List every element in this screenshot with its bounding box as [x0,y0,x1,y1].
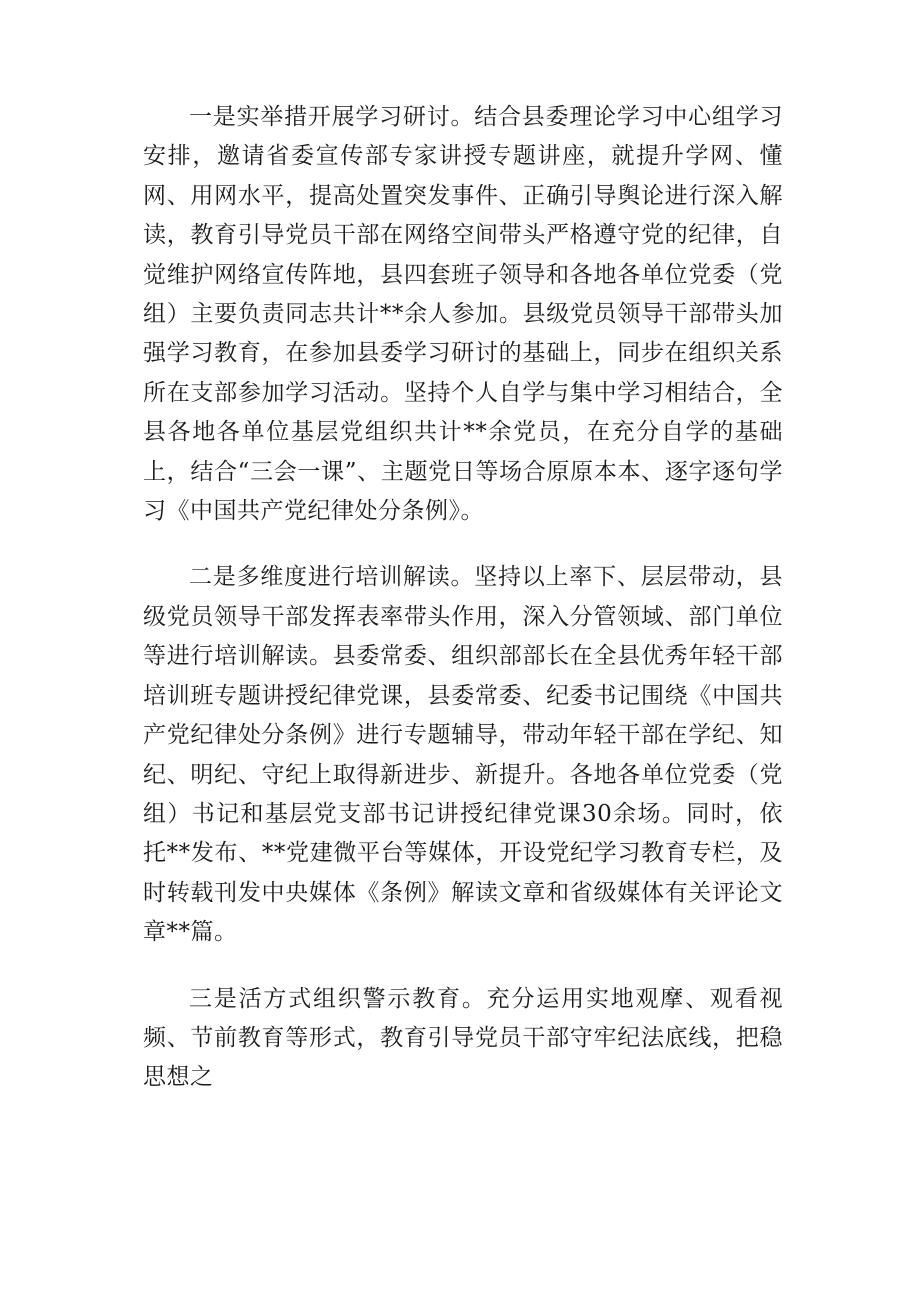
paragraph-warning-education: 三是活方式组织警示教育。充分运用实地观摩、观看视频、节前教育等形式，教育引导党员干部守牢纪法底线，把稳思想之 [143,985,783,1091]
paragraph-training-interpretation: 二是多维度进行培训解读。坚持以上率下、层层带动，县级党员领导干部发挥表率带头作用，深入分管领域、部门单位等进行培训解读。县委常委、组织部部长在全县优秀年轻干部培训班专题讲授纪律党课，县委常委、纪委书记围绕《中国共产党纪律处分条例》进行专题辅导，带动年轻干部在学纪、知纪、明纪、守纪上取得新进步、新提升。各地各单位党委（党组）书记和基层党支部书记讲授纪律党课30余场。同时，依托**发布、**党建微平台等媒体，开设党纪学习教育专栏，及时转载刊发中央媒体《条例》解读文章和省级媒体有关评论文章**篇。 [143,564,783,946]
paragraph-study-discussion: 一是实举措开展学习研讨。结合县委理论学习中心组学习安排，邀请省委宣传部专家讲授专题讲座，就提升学网、懂网、用网水平，提高处置突发事件、正确引导舆论进行深入解读，教育引导党员干部在网络空间带头严格遵守党的纪律，自觉维护网络宣传阵地，县四套班子领导和各地各单位党委（党组）主要负责同志共计**余人参加。县级党员领导干部带头加强学习教育，在参加县委学习研讨的基础上，同步在组织关系所在支部参加学习活动。坚持个人自学与集中学习相结合，全县各地各单位基层党组织共计**余党员，在充分自学的基础上，结合“三会一课”、主题党日等场合原原本本、逐字逐句学习《中国共产党纪律处分条例》。 [143,104,783,525]
document-page [143,98,783,1125]
